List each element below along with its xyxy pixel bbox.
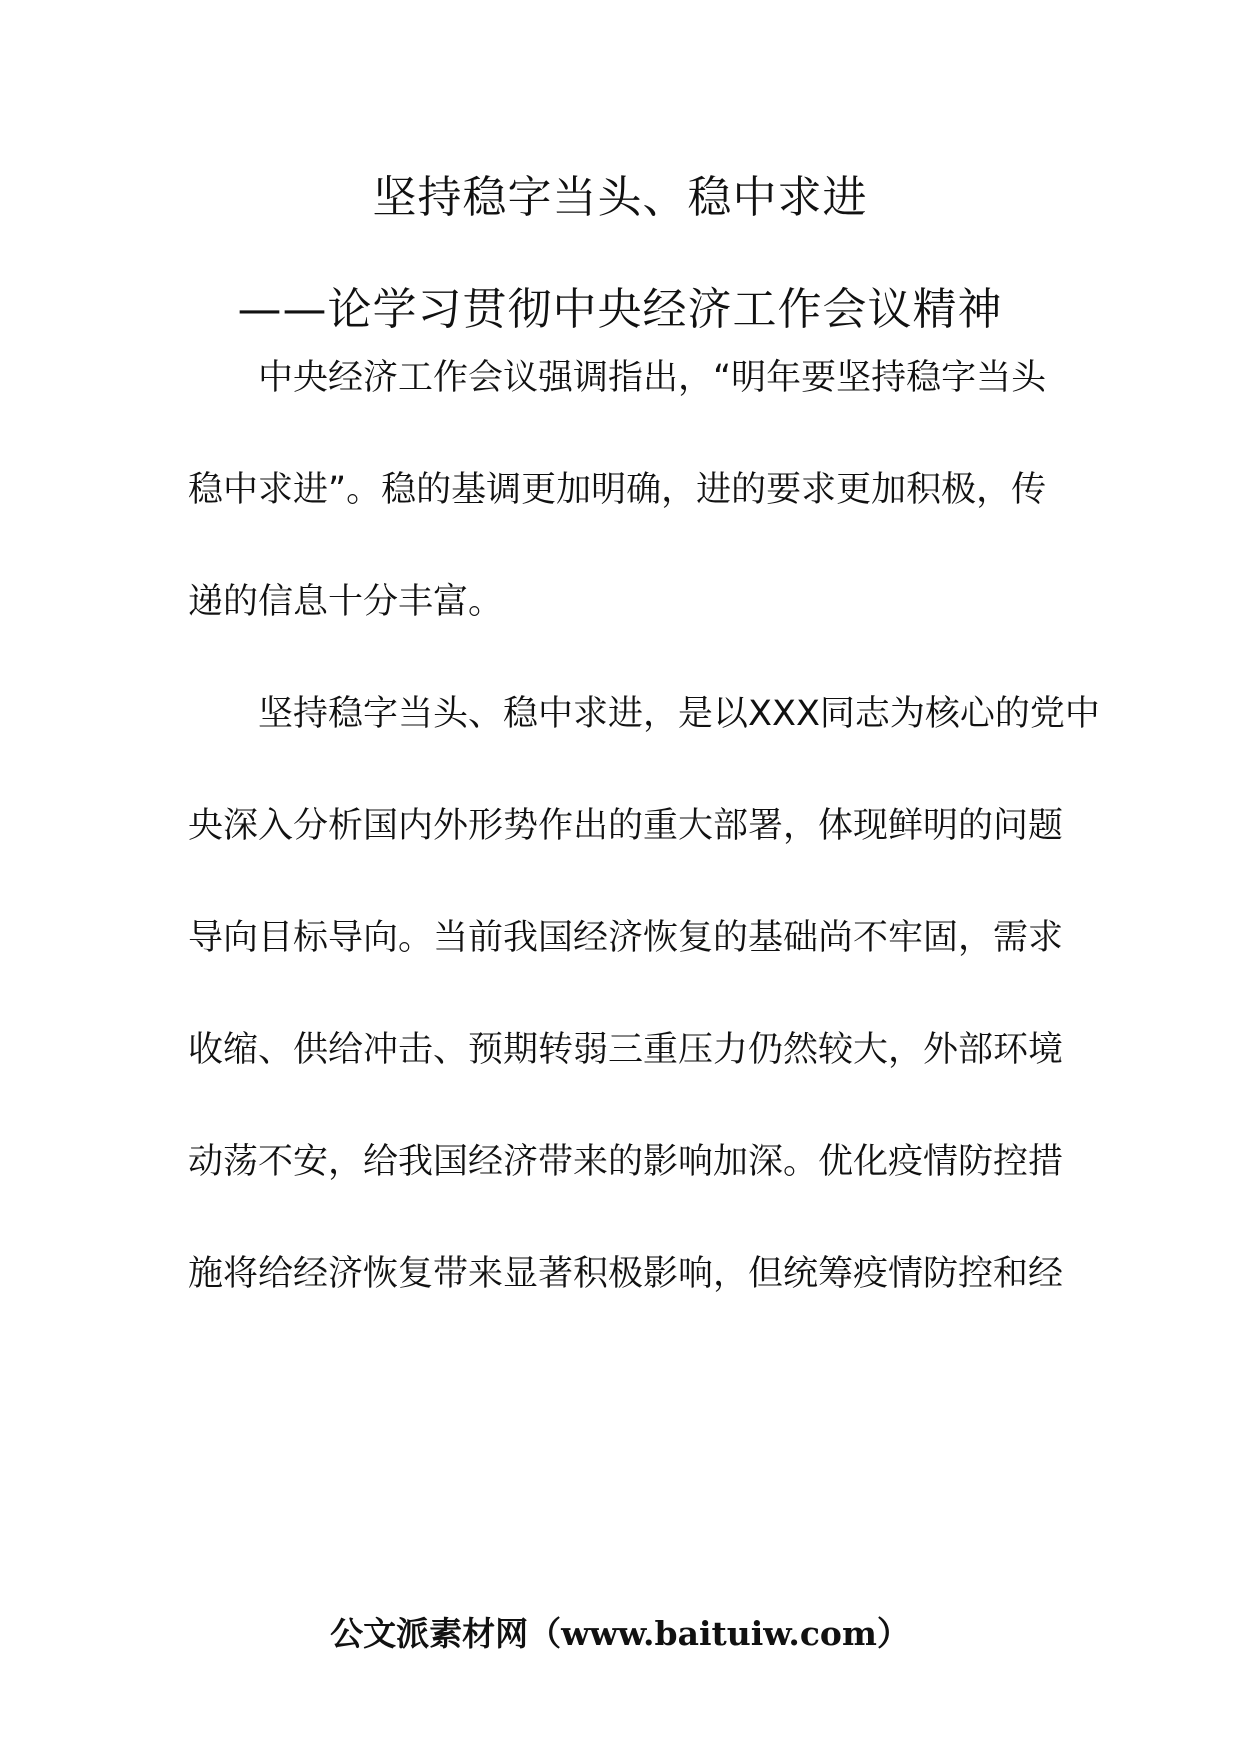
paragraph-2-line-6: 施将给经济恢复带来显著积极影响，但统筹疫情防控和经 — [188, 1254, 1064, 1294]
document-subtitle: ——论学习贯彻中央经济工作会议精神 — [237, 284, 1003, 335]
paragraph-2-line-1: 坚持稳字当头、稳中求进，是以XXX同志为核心的党中 — [258, 694, 1100, 734]
footer-source-text: 公文派素材网（www.baituiw.com） — [330, 1614, 910, 1653]
document-title: 坚持稳字当头、稳中求进 — [372, 172, 868, 223]
paragraph-2-line-3: 导向目标导向。当前我国经济恢复的基础尚不牢固，需求 — [188, 918, 1064, 958]
paragraph-2-line-5: 动荡不安，给我国经济带来的影响加深。优化疫情防控措 — [188, 1142, 1064, 1182]
paragraph-1-line-2: 稳中求进”。稳的基调更加明确，进的要求更加积极，传 — [188, 470, 1047, 510]
paragraph-1-line-1: 中央经济工作会议强调指出，“明年要坚持稳字当头 — [258, 358, 1047, 398]
paragraph-2-line-2: 央深入分析国内外形势作出的重大部署，体现鲜明的问题 — [188, 806, 1064, 846]
paragraph-2-line-4: 收缩、供给冲击、预期转弱三重压力仍然较大，外部环境 — [188, 1030, 1064, 1070]
paragraph-1-line-3: 递的信息十分丰富。 — [188, 582, 504, 622]
